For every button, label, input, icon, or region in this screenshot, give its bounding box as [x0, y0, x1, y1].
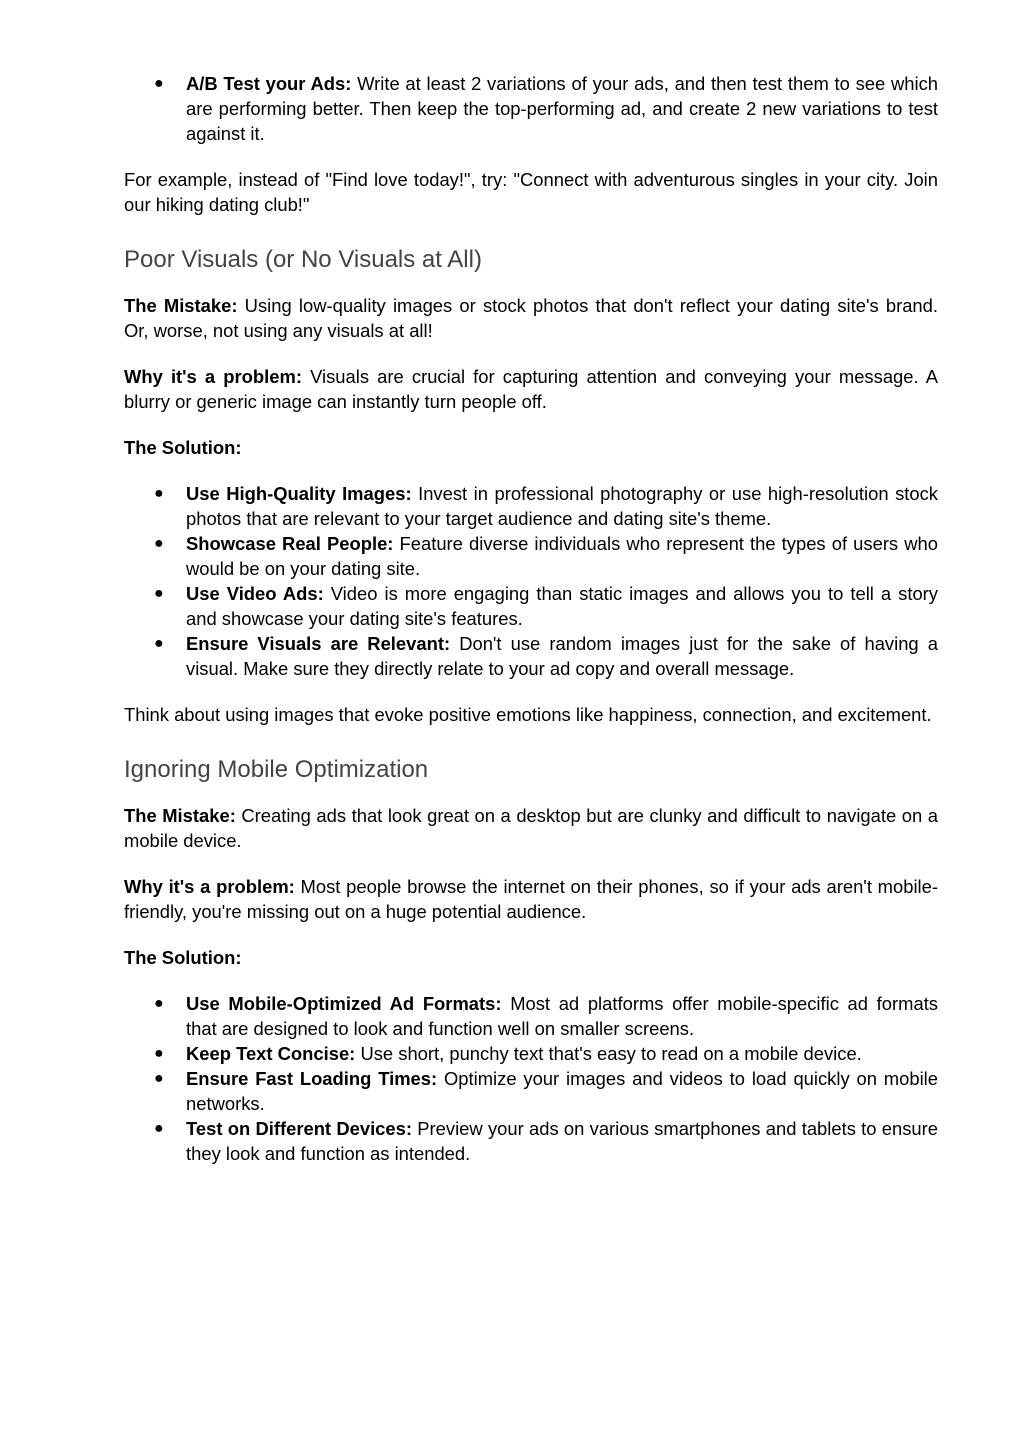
solution-label-text: The Solution: — [124, 437, 242, 458]
bullet-icon: ● — [154, 1070, 164, 1087]
list-item — [124, 481, 938, 531]
ab-test-list — [124, 71, 938, 146]
solution-label — [124, 435, 938, 460]
document-page — [124, 0, 938, 1166]
problem-text: Most people browse the internet on their phones, so if your ads aren't mobile-friendly, you're missing out on a huge potential audience. — [124, 876, 938, 922]
problem-label: Why it's a problem: — [124, 876, 295, 897]
example-paragraph: For example, instead of "Find love today!", try: "Connect with adventurous singles in your city. Join our hiking dating club!" — [124, 169, 938, 215]
mistake-paragraph — [124, 803, 938, 853]
mistake-text: Creating ads that look great on a desktop but are clunky and difficult to navigate on a mobile device. — [124, 805, 938, 851]
bullet-icon: ● — [154, 635, 164, 652]
list-item-text: Most ad platforms offer mobile-specific ad formats that are designed to look and function well on smaller screens. — [186, 993, 938, 1039]
list-item — [124, 1066, 938, 1116]
list-item — [124, 581, 938, 631]
list-item — [124, 1116, 938, 1166]
list-item-text: Video is more engaging than static images and allows you to tell a story and showcase your dating site's features. — [186, 583, 938, 629]
problem-paragraph — [124, 874, 938, 924]
list-item-bold: A/B Test your Ads: — [186, 73, 352, 94]
bullet-icon: ● — [154, 1045, 164, 1062]
list-item-text: Feature diverse individuals who represent the types of users who would be on your dating site. — [186, 533, 938, 579]
list-item — [124, 1041, 938, 1066]
section-heading-poor-visuals: Poor Visuals (or No Visuals at All) — [124, 246, 482, 273]
list-item-text: Don't use random images just for the sake of having a visual. Make sure they directly relate to your ad copy and overall message. — [186, 633, 938, 679]
list-item — [124, 631, 938, 681]
bullet-icon: ● — [154, 995, 164, 1012]
list-item — [124, 991, 938, 1041]
bullet-icon: ● — [154, 585, 164, 602]
list-item-text: Optimize your images and videos to load quickly on mobile networks. — [186, 1068, 938, 1114]
list-item-text: Preview your ads on various smartphones and tablets to ensure they look and function as intended. — [186, 1118, 938, 1164]
list-item-bold: Use Video Ads: — [186, 583, 324, 604]
solution-list-visuals — [124, 481, 938, 681]
closing-paragraph: Think about using images that evoke positive emotions like happiness, connection, and excitement. — [124, 704, 932, 725]
list-item-bold: Ensure Fast Loading Times: — [186, 1068, 438, 1089]
bullet-icon: ● — [154, 75, 164, 92]
mistake-paragraph — [124, 293, 938, 343]
mistake-label: The Mistake: — [124, 805, 236, 826]
list-item — [124, 531, 938, 581]
bullet-icon: ● — [154, 1120, 164, 1137]
mistake-label: The Mistake: — [124, 295, 238, 316]
solution-list-mobile — [124, 991, 938, 1166]
list-item-bold: Ensure Visuals are Relevant: — [186, 633, 451, 654]
list-item — [124, 71, 938, 146]
list-item-bold: Use Mobile-Optimized Ad Formats: — [186, 993, 502, 1014]
bullet-icon: ● — [154, 535, 164, 552]
mistake-text: Using low-quality images or stock photos that don't reflect your dating site's brand. Or, worse, not using any visuals at all! — [124, 295, 938, 341]
list-item-bold: Showcase Real People: — [186, 533, 394, 554]
list-item-text: Use short, punchy text that's easy to read on a mobile device. — [360, 1043, 862, 1064]
problem-text: Visuals are crucial for capturing attention and conveying your message. A blurry or generic image can instantly turn people off. — [124, 366, 938, 412]
solution-label — [124, 945, 938, 970]
list-item-bold: Keep Text Concise: — [186, 1043, 356, 1064]
bullet-icon: ● — [154, 485, 164, 502]
problem-paragraph — [124, 364, 938, 414]
problem-label: Why it's a problem: — [124, 366, 302, 387]
solution-label-text: The Solution: — [124, 947, 242, 968]
list-item-text: Invest in professional photography or use high-resolution stock photos that are relevant to your target audience and dating site's theme. — [186, 483, 938, 529]
section-heading-mobile-optimization: Ignoring Mobile Optimization — [124, 756, 429, 783]
list-item-bold: Use High-Quality Images: — [186, 483, 412, 504]
list-item-text: Write at least 2 variations of your ads, and then test them to see which are performing better. Then keep the top-performing ad, and create 2 new variations to test against it. — [186, 73, 938, 144]
list-item-bold: Test on Different Devices: — [186, 1118, 412, 1139]
